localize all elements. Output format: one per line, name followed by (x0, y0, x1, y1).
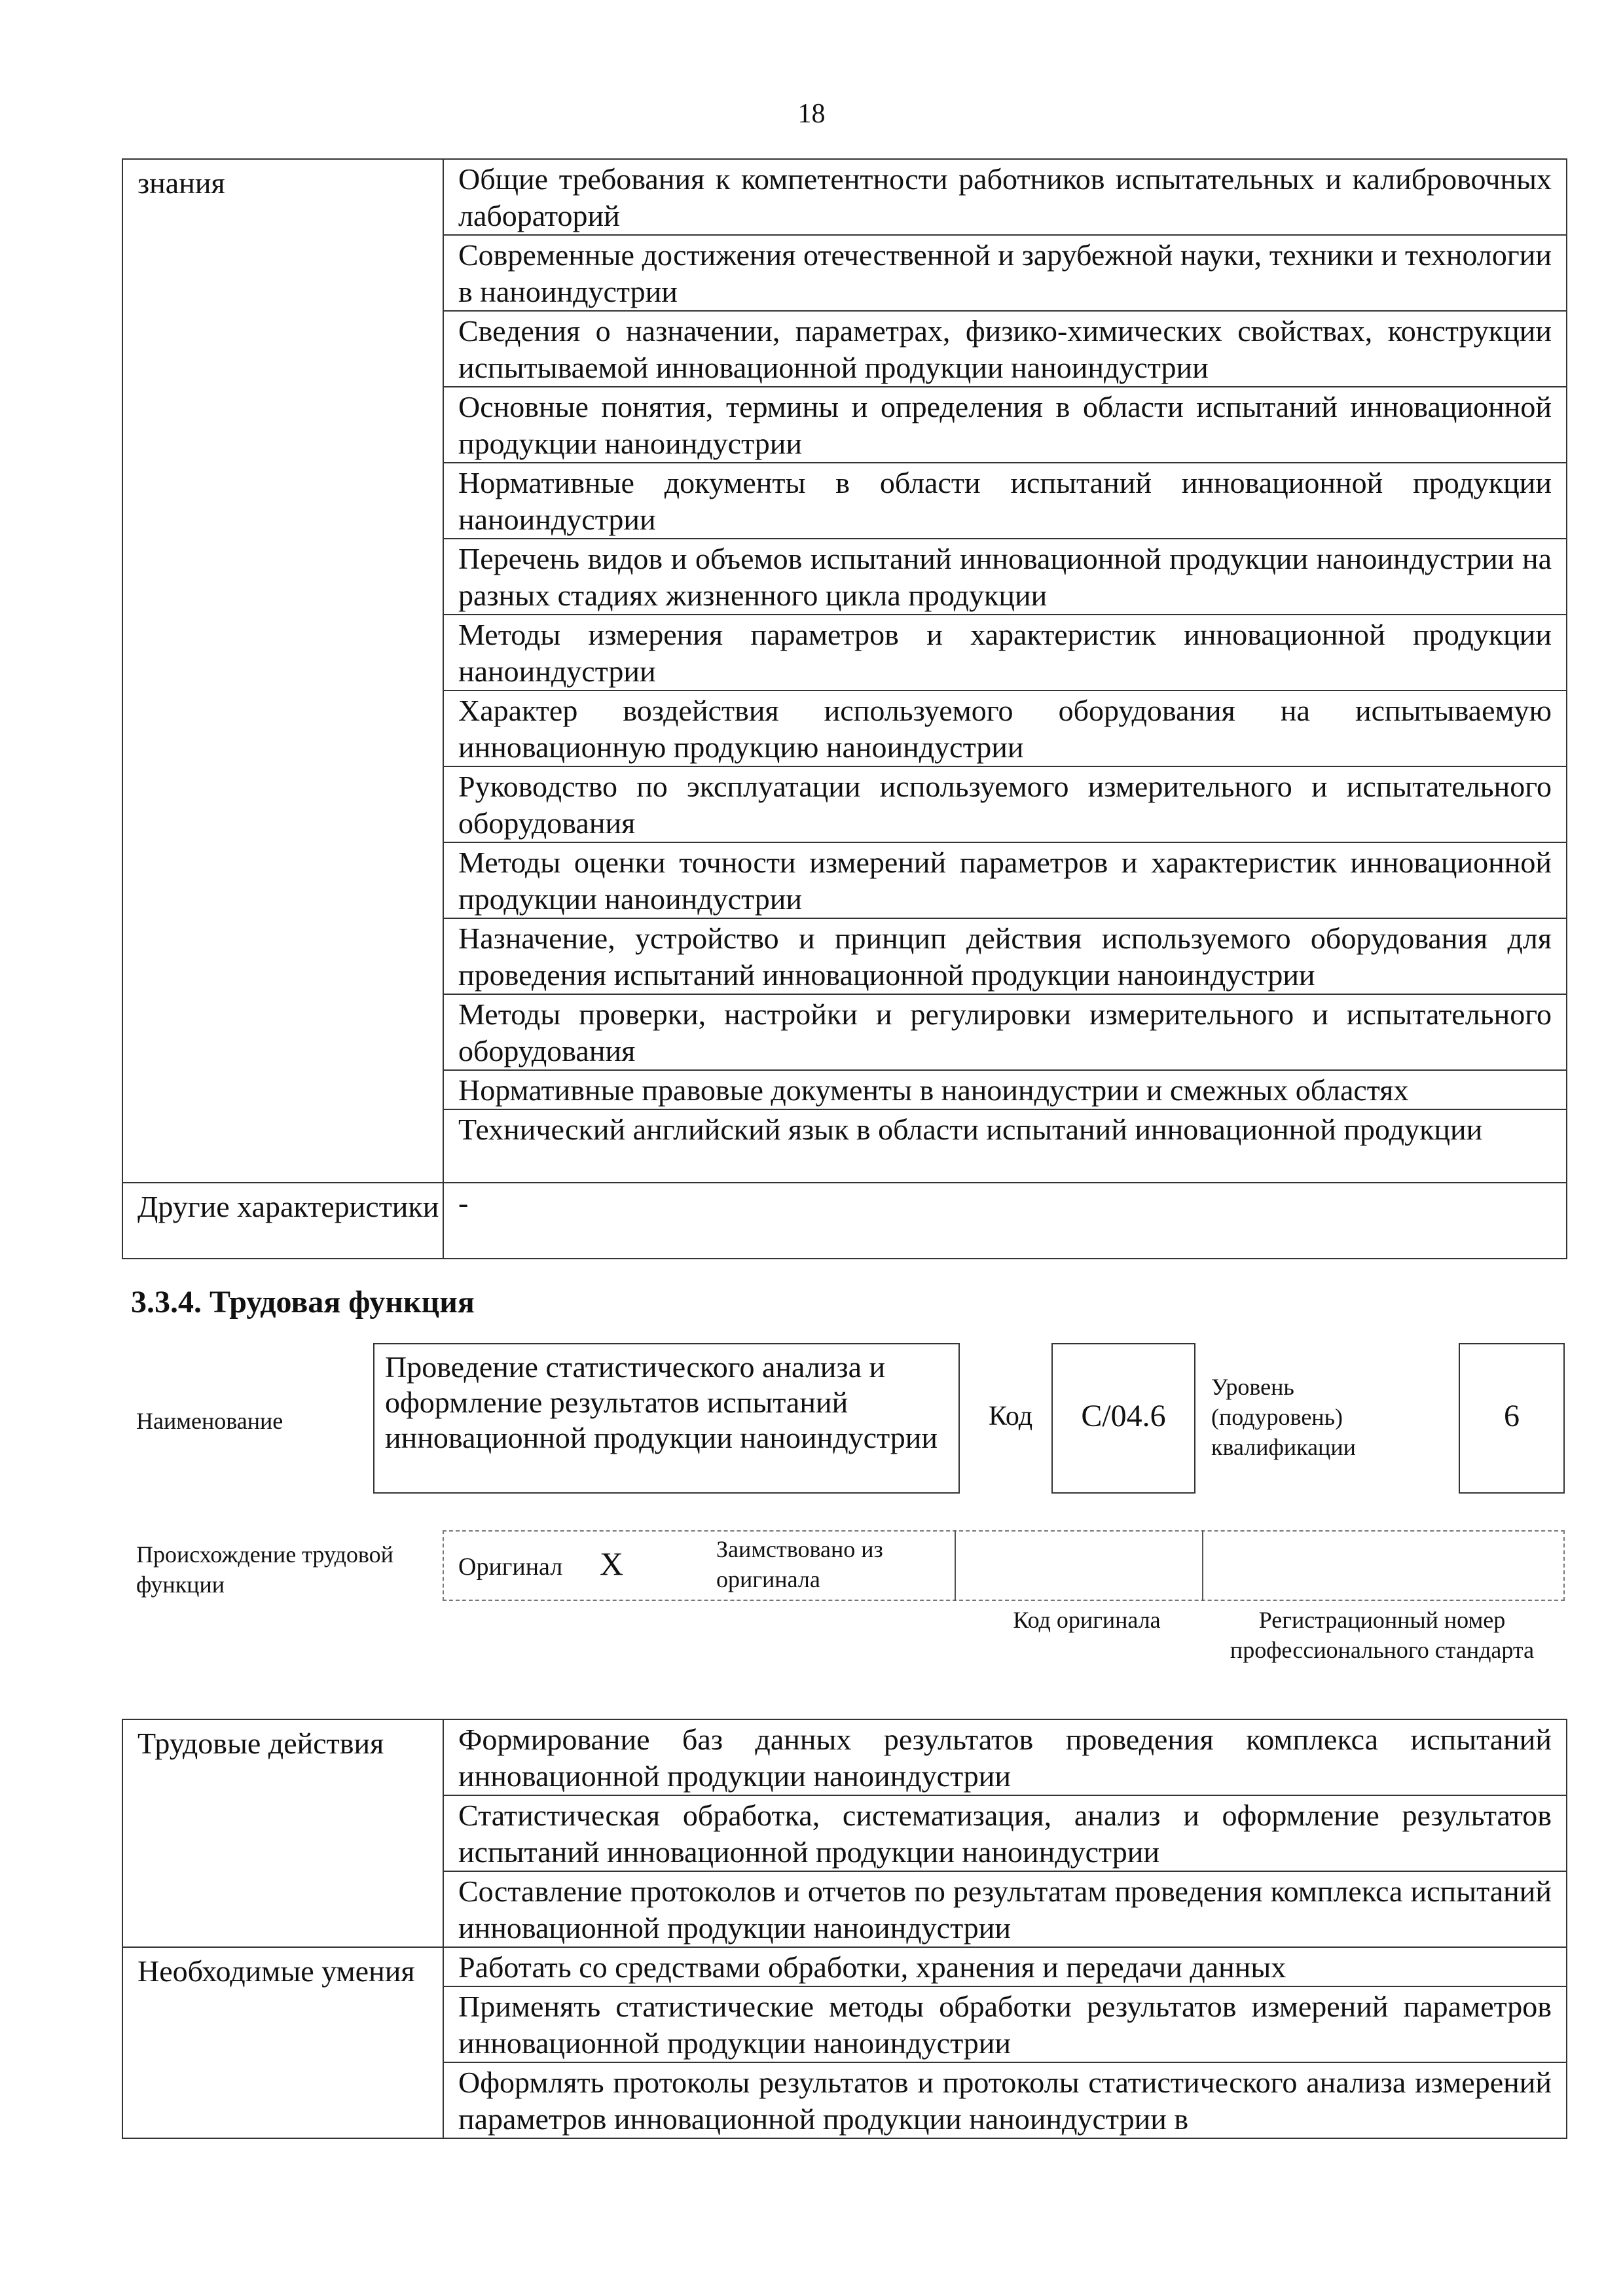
action-item: Формирование баз данных результатов проведения комплекса испытаний инновационной продукции наноиндустрии (443, 1719, 1567, 1795)
original-code-caption: Код оригинала (1013, 1607, 1161, 1633)
level-label: Уровень (подуровень) квалификации (1211, 1374, 1356, 1460)
name-label: Наименование (136, 1408, 283, 1434)
function-name-box (373, 1343, 960, 1494)
original-label: Оригинал (458, 1553, 563, 1581)
origin-divider (955, 1530, 956, 1601)
actions-table (122, 1719, 1567, 2139)
skill-item: Применять статистические методы обработки результатов измерений параметров инновационной продукции наноиндустрии (443, 1986, 1567, 2062)
section-heading: 3.3.4. Трудовая функция (131, 1285, 475, 1319)
code-label: Код (989, 1401, 1033, 1431)
knowledge-item: Характер воздействия используемого оборудования на испытываемую инновационную продукцию наноиндустрии (443, 691, 1567, 766)
knowledge-item: Основные понятия, термины и определения в области испытаний инновационной продукции наноиндустрии (443, 387, 1567, 463)
knowledge-item: Назначение, устройство и принцип действия используемого оборудования для проведения испытаний инновационной продукции наноиндустрии (443, 918, 1567, 994)
knowledge-item: Общие требования к компетентности работников испытательных и калибровочных лабораторий (443, 159, 1567, 235)
other-characteristics-label: Другие характеристики (122, 1183, 443, 1259)
knowledge-item: Нормативные документы в области испытаний инновационной продукции наноиндустрии (443, 463, 1567, 539)
other-characteristics-value: - (443, 1183, 1567, 1259)
origin-divider (1202, 1530, 1203, 1601)
knowledge-item: Перечень видов и объемов испытаний инновационной продукции наноиндустрии на разных стадиях жизненного цикла продукции (443, 539, 1567, 615)
skill-item: Оформлять протоколы результатов и протоколы статистического анализа измерений параметров инновационной продукции наноиндустрии в (443, 2062, 1567, 2138)
knowledge-item: Технический английский язык в области испытаний инновационной продукции (443, 1109, 1567, 1183)
level-value: 6 (1504, 1399, 1520, 1433)
borrowed-label: Заимствовано из оригинала (716, 1536, 883, 1592)
action-item: Статистическая обработка, систематизация, анализ и оформление результатов испытаний инновационной продукции наноиндустрии (443, 1795, 1567, 1871)
knowledge-item: Нормативные правовые документы в наноиндустрии и смежных областях (443, 1070, 1567, 1109)
origin-label: Происхождение трудовой функции (136, 1541, 393, 1598)
level-box (1459, 1343, 1565, 1494)
original-mark: X (600, 1545, 624, 1582)
knowledge-item: Руководство по эксплуатации используемого измерительного и испытательного оборудования (443, 766, 1567, 842)
knowledge-label: знания (122, 159, 443, 1183)
skill-item: Работать со средствами обработки, хранения и передачи данных (443, 1947, 1567, 1986)
knowledge-item: Сведения о назначении, параметрах, физико-химических свойствах, конструкции испытываемой инновационной продукции наноиндустрии (443, 311, 1567, 387)
knowledge-item: Методы проверки, настройки и регулировки измерительного и испытательного оборудования (443, 994, 1567, 1070)
actions-label: Трудовые действия (122, 1719, 443, 1947)
function-name-value: Проведение статистического анализа и оформление результатов испытаний инновационной продукции наноиндустрии (385, 1350, 938, 1454)
code-value: C/04.6 (1081, 1399, 1166, 1433)
code-box (1051, 1343, 1195, 1494)
page-number: 18 (797, 99, 826, 129)
skills-label: Необходимые умения (122, 1947, 443, 2138)
action-item: Составление протоколов и отчетов по результатам проведения комплекса испытаний инновационной продукции наноиндустрии (443, 1871, 1567, 1947)
knowledge-item: Современные достижения отечественной и зарубежной науки, техники и технологии в наноиндустрии (443, 235, 1567, 311)
reg-number-caption: Регистрационный номер профессионального стандарта (1230, 1607, 1535, 1663)
knowledge-table (122, 158, 1567, 1259)
knowledge-item: Методы измерения параметров и характеристик инновационной продукции наноиндустрии (443, 615, 1567, 691)
knowledge-item: Методы оценки точности измерений параметров и характеристик инновационной продукции наноиндустрии (443, 842, 1567, 918)
